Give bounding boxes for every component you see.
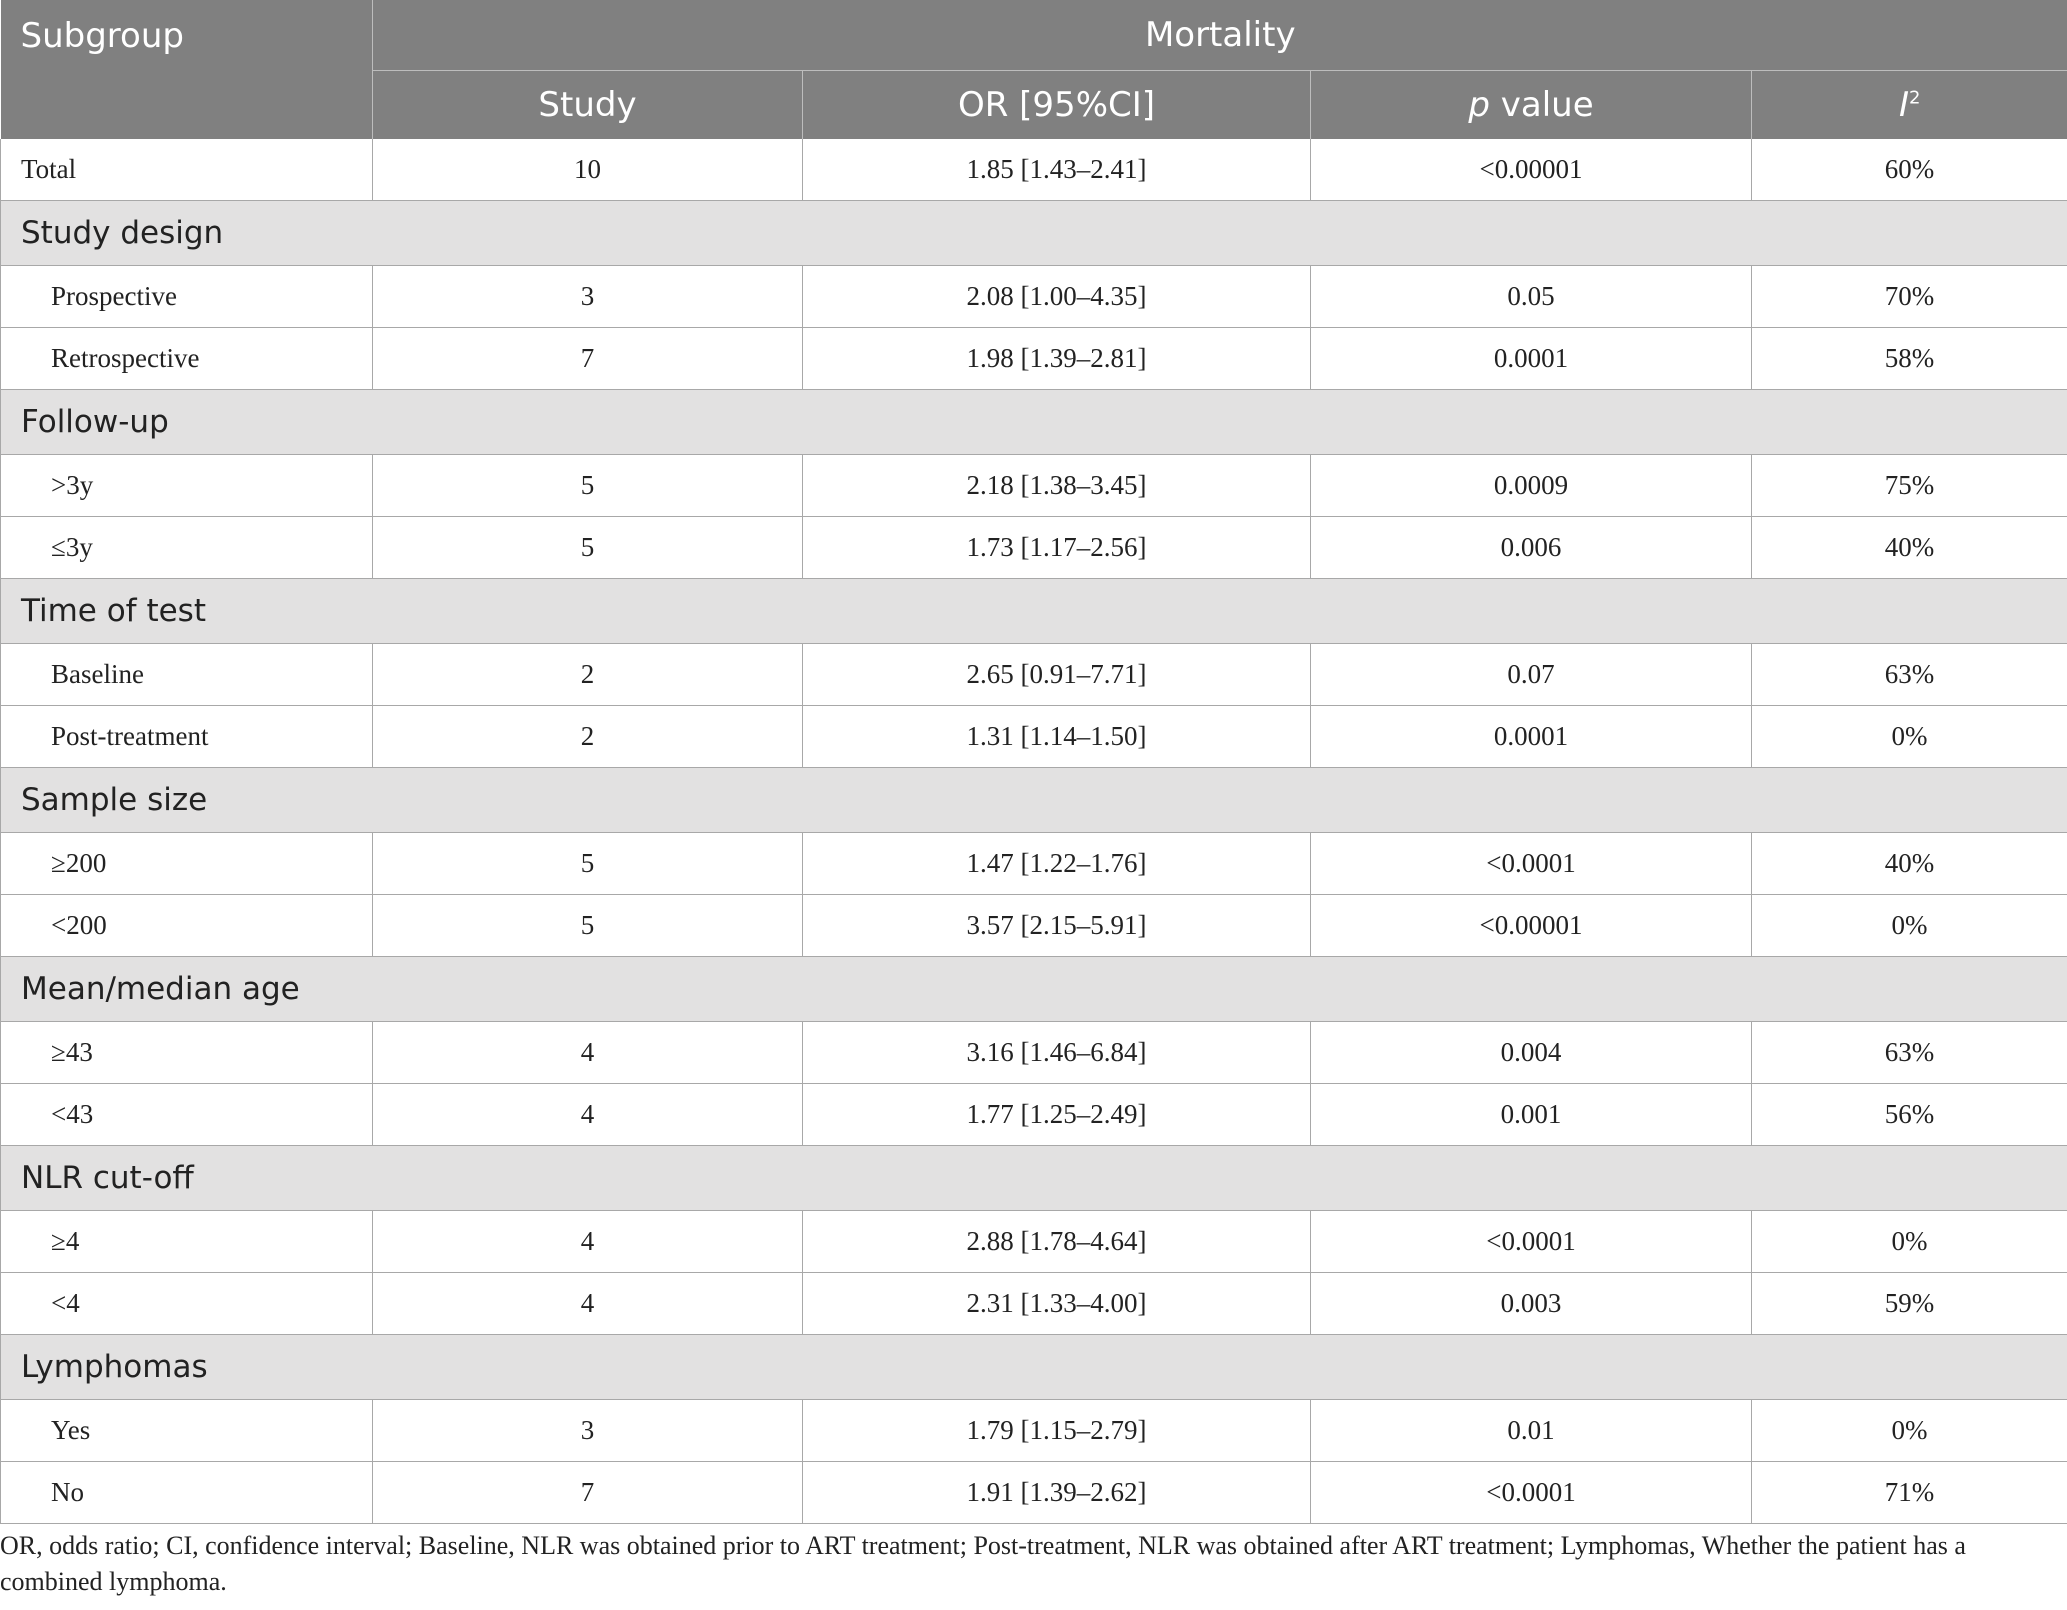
group-header-row <box>1 201 2067 266</box>
cell-study: 4 <box>373 1273 803 1335</box>
header-study: Study <box>373 71 803 140</box>
cell-i2: 60% <box>1752 139 2067 201</box>
cell-label: ≥200 <box>1 833 373 895</box>
table-row <box>1 328 2067 390</box>
header-subgroup: Subgroup <box>1 0 373 139</box>
table-footnote: OR, odds ratio; CI, confidence interval; Baseline, NLR was obtained prior to ART treatment; Post-treatment, NLR was obtained after ART treatment; Lymphomas, Whether the patient has a combined lymphoma. <box>0 1531 1966 1596</box>
cell-i2: 75% <box>1752 455 2067 517</box>
group-title: Study design <box>1 201 2067 266</box>
cell-or: 2.08 [1.00–4.35] <box>803 266 1311 328</box>
table-row <box>1 1211 2067 1273</box>
header-mortality: Mortality <box>373 0 2067 71</box>
header-i2-base: I <box>1899 85 1910 125</box>
cell-label: Total <box>1 139 373 201</box>
cell-study: 4 <box>373 1084 803 1146</box>
cell-or: 2.31 [1.33–4.00] <box>803 1273 1311 1335</box>
group-title: Sample size <box>1 768 2067 833</box>
cell-p: 0.0001 <box>1311 706 1752 768</box>
cell-label: Yes <box>1 1400 373 1462</box>
cell-p: <0.0001 <box>1311 1211 1752 1273</box>
cell-or: 1.91 [1.39–2.62] <box>803 1462 1311 1524</box>
cell-study: 2 <box>373 644 803 706</box>
cell-p: 0.0001 <box>1311 328 1752 390</box>
cell-or: 1.73 [1.17–2.56] <box>803 517 1311 579</box>
group-header-row <box>1 768 2067 833</box>
table-row <box>1 1084 2067 1146</box>
group-header-row <box>1 390 2067 455</box>
group-title: Mean/median age <box>1 957 2067 1022</box>
cell-study: 2 <box>373 706 803 768</box>
header-or-ci: OR [95%CI] <box>803 71 1311 140</box>
cell-p: 0.07 <box>1311 644 1752 706</box>
table-row <box>1 266 2067 328</box>
group-title: Time of test <box>1 579 2067 644</box>
cell-i2: 63% <box>1752 644 2067 706</box>
cell-label: No <box>1 1462 373 1524</box>
cell-i2: 40% <box>1752 517 2067 579</box>
cell-study: 3 <box>373 266 803 328</box>
table-row <box>1 455 2067 517</box>
table-body <box>1 139 2067 1524</box>
header-p-value <box>1311 71 1752 140</box>
cell-i2: 0% <box>1752 1400 2067 1462</box>
cell-study: 4 <box>373 1022 803 1084</box>
cell-study: 5 <box>373 895 803 957</box>
table-row <box>1 706 2067 768</box>
table-row <box>1 1400 2067 1462</box>
cell-label: >3y <box>1 455 373 517</box>
cell-i2: 59% <box>1752 1273 2067 1335</box>
table-row <box>1 644 2067 706</box>
cell-i2: 0% <box>1752 706 2067 768</box>
header-i2 <box>1752 71 2067 140</box>
cell-label: Post-treatment <box>1 706 373 768</box>
header-p-rest: value <box>1489 85 1594 125</box>
cell-i2: 70% <box>1752 266 2067 328</box>
cell-or: 1.77 [1.25–2.49] <box>803 1084 1311 1146</box>
cell-or: 2.18 [1.38–3.45] <box>803 455 1311 517</box>
table-row <box>1 1462 2067 1524</box>
cell-i2: 0% <box>1752 895 2067 957</box>
cell-study: 10 <box>373 139 803 201</box>
cell-label: ≥43 <box>1 1022 373 1084</box>
cell-study: 7 <box>373 328 803 390</box>
cell-label: <43 <box>1 1084 373 1146</box>
cell-or: 3.16 [1.46–6.84] <box>803 1022 1311 1084</box>
cell-label: Retrospective <box>1 328 373 390</box>
cell-study: 5 <box>373 833 803 895</box>
cell-study: 4 <box>373 1211 803 1273</box>
cell-label: <4 <box>1 1273 373 1335</box>
cell-or: 3.57 [2.15–5.91] <box>803 895 1311 957</box>
group-header-row <box>1 579 2067 644</box>
cell-study: 3 <box>373 1400 803 1462</box>
group-title: Follow-up <box>1 390 2067 455</box>
cell-study: 5 <box>373 455 803 517</box>
cell-i2: 63% <box>1752 1022 2067 1084</box>
cell-label: <200 <box>1 895 373 957</box>
cell-i2: 40% <box>1752 833 2067 895</box>
table-row <box>1 1022 2067 1084</box>
group-title: Lymphomas <box>1 1335 2067 1400</box>
cell-or: 1.79 [1.15–2.79] <box>803 1400 1311 1462</box>
cell-p: <0.0001 <box>1311 833 1752 895</box>
cell-or: 2.65 [0.91–7.71] <box>803 644 1311 706</box>
group-header-row <box>1 1146 2067 1211</box>
cell-p: <0.00001 <box>1311 139 1752 201</box>
cell-or: 1.47 [1.22–1.76] <box>803 833 1311 895</box>
cell-i2: 58% <box>1752 328 2067 390</box>
header-i2-sup: 2 <box>1909 87 1921 109</box>
cell-or: 1.98 [1.39–2.81] <box>803 328 1311 390</box>
cell-p: 0.001 <box>1311 1084 1752 1146</box>
table-row <box>1 1273 2067 1335</box>
group-header-row <box>1 1335 2067 1400</box>
cell-p: 0.003 <box>1311 1273 1752 1335</box>
cell-label: ≤3y <box>1 517 373 579</box>
cell-or: 1.85 [1.43–2.41] <box>803 139 1311 201</box>
table-row <box>1 895 2067 957</box>
cell-p: 0.0009 <box>1311 455 1752 517</box>
table-header <box>1 0 2067 139</box>
group-title: NLR cut-off <box>1 1146 2067 1211</box>
cell-label: ≥4 <box>1 1211 373 1273</box>
group-header-row <box>1 957 2067 1022</box>
cell-study: 7 <box>373 1462 803 1524</box>
cell-p: 0.01 <box>1311 1400 1752 1462</box>
cell-or: 2.88 [1.78–4.64] <box>803 1211 1311 1273</box>
cell-p: <0.00001 <box>1311 895 1752 957</box>
cell-label: Baseline <box>1 644 373 706</box>
cell-p: 0.006 <box>1311 517 1752 579</box>
cell-or: 1.31 [1.14–1.50] <box>803 706 1311 768</box>
table-row <box>1 517 2067 579</box>
table-row <box>1 833 2067 895</box>
cell-i2: 0% <box>1752 1211 2067 1273</box>
cell-i2: 56% <box>1752 1084 2067 1146</box>
table-row-total <box>1 139 2067 201</box>
cell-study: 5 <box>373 517 803 579</box>
cell-i2: 71% <box>1752 1462 2067 1524</box>
cell-p: 0.05 <box>1311 266 1752 328</box>
cell-p: <0.0001 <box>1311 1462 1752 1524</box>
header-p-letter: p <box>1468 85 1490 125</box>
cell-label: Prospective <box>1 266 373 328</box>
cell-p: 0.004 <box>1311 1022 1752 1084</box>
